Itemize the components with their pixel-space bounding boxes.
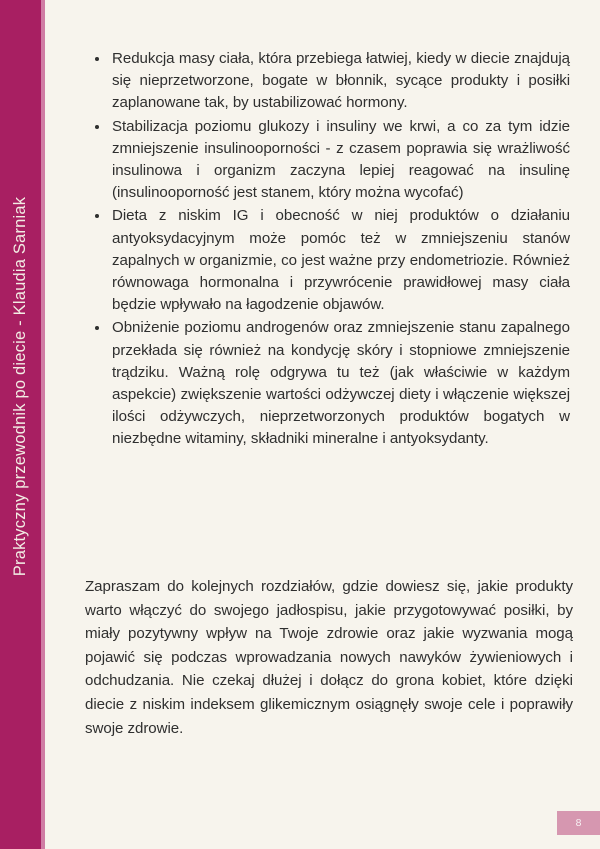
benefits-bullet-list [90,48,570,452]
bullet-dot-icon [95,214,99,218]
list-item-text: Redukcja masy ciała, która przebiega łatwiej, kiedy w diecie znajdują się nieprzetworzone, bogate w błonnik, sycące produkty i posiłki zaplanowane tak, by ustabilizować hormony. [112,50,570,112]
bullet-dot-icon [95,57,99,61]
page-number-text: 8 [575,817,582,829]
bullet-dot-icon [95,125,99,129]
bullet-dot-icon [95,326,99,330]
closing-paragraph: Zapraszam do kolejnych rozdziałów, gdzie dowiesz się, jakie produkty warto włączyć do swojego jadłospisu, jakie przygotowywać posiłki, by miały pozytywny wpływ na Twoje zdrowie oraz jakie wyzwania mogą pojawić się podczas wprowadzania nowych nawyków żywieniowych i odchudzania. Nie czekaj dłużej i dołącz do grona kobiet, które dzięki diecie z niskim indeksem glikemicznym osiągnęły swoje cele i poprawiły swoje zdrowie. [85,578,573,737]
list-item-text: Obniżenie poziomu androgenów oraz zmniejszenie stanu zapalnego przekłada się również na kondycję skóry i stopniowe zmniejszenie trądziku. Ważną rolę odgrywa tu też (jak właściwie w każdym aspekcie) zwiększenie wartości odżywczej diety i włączenie większej ilości odżywczych, nieprzetworzonych produktów bogatych w niezbędne witaminy, składniki mineralne i antyoksydanty. [112,319,570,448]
list-item-text: Dieta z niskim IG i obecność w niej produktów o działaniu antyoksydacyjnym może pomóc też w zmniejszeniu stanów zapalnych w organizmie, co jest ważne przy endometriozie. Również równowaga hormonalna i przywrócenie prawidłowej masy ciała będzie wpływało na łagodzenie objawów. [112,207,570,314]
content-area [45,0,600,849]
sidebar-running-title-text: Praktyczny przewodnik po diecie - Klaudia Sarniak [11,196,29,577]
sidebar-running-title [0,0,41,849]
list-item [90,205,570,316]
list-item [90,48,570,115]
page-number-badge [557,811,600,835]
list-item-text: Stabilizacja poziomu glukozy i insuliny we krwi, a co za tym idzie zmniejszenie insulinooporności - z czasem poprawia się wrażliwość insulinowa i organizm zaczyna lepiej reagować na insulinę (insulinooporność jest stanem, który można wycofać) [112,117,570,202]
list-item [90,317,570,450]
list-item [90,116,570,205]
